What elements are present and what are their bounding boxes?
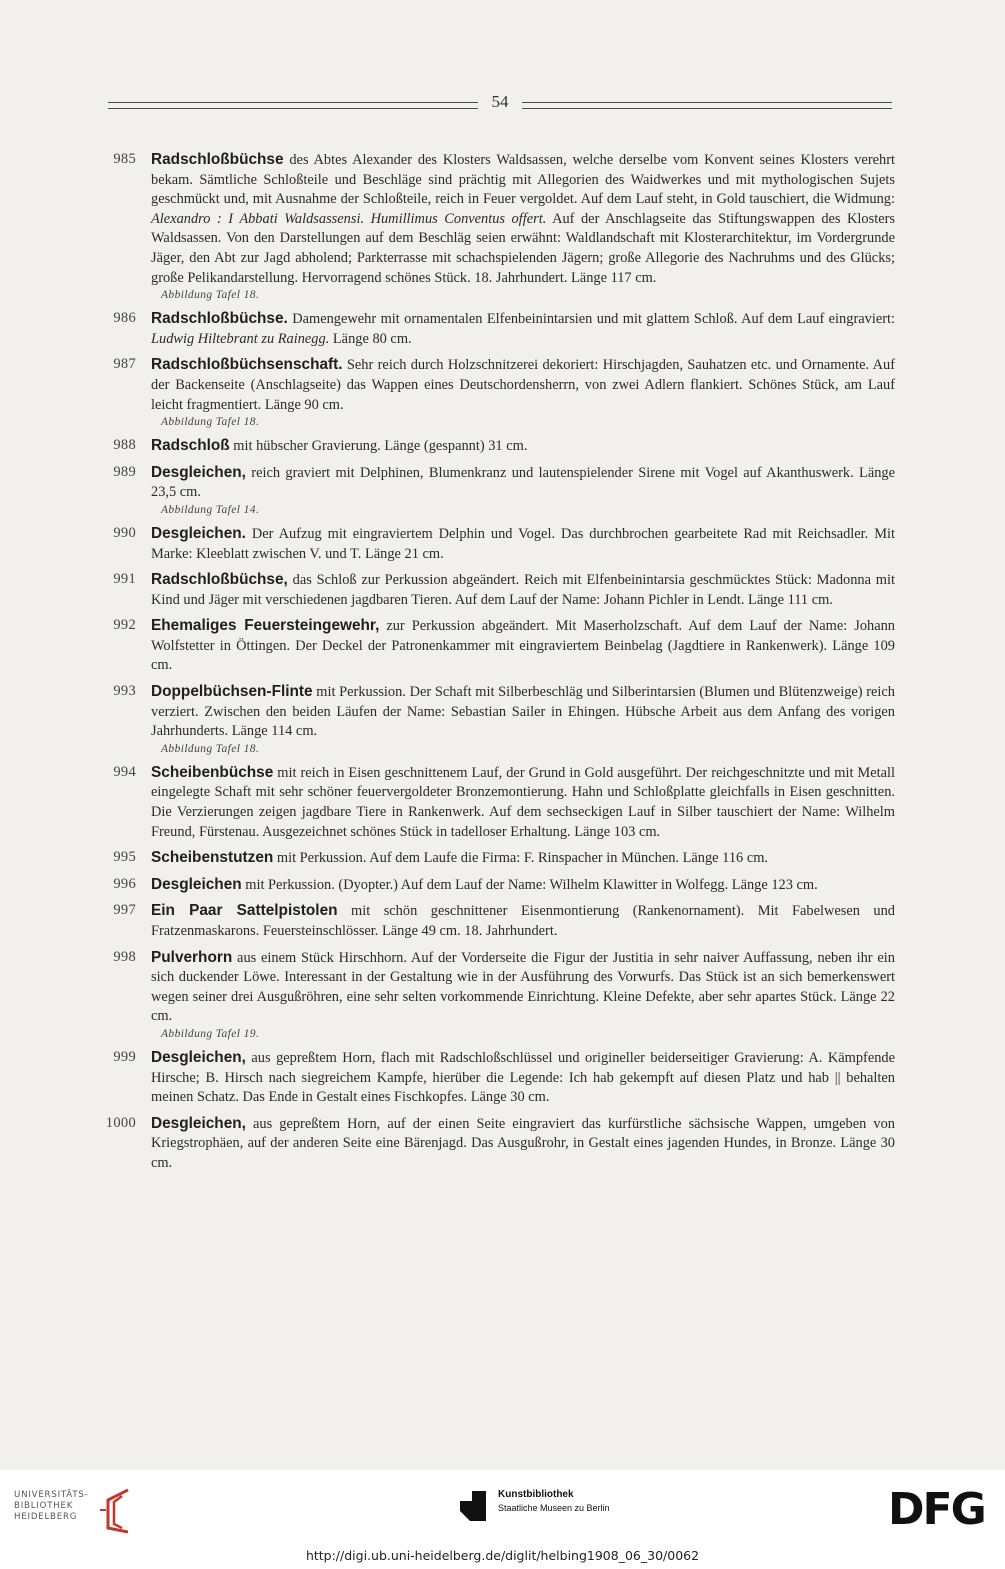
- entry-number: 985: [113, 151, 136, 167]
- catalogue-entry: [0, 436, 1005, 457]
- entry-description: aus einem Stück Hirschhorn. Auf der Vorderseite die Figur der Justitia in sehr naiver Auffassung, neben ihr ein sich duckender Löwe. Interessant in der Gestaltung wie in der Ausführung des Vorwurfs. Das Stück ist an sich bemerkenswert wegen seiner drei Ausgußröhren, eine sehr selten vorkommende Einrichtung. Kleine Defekte, aber sehr apartes Stück. Länge 22 cm.: [151, 949, 895, 1025]
- entry-title: Desgleichen: [151, 875, 242, 893]
- uni-line: HEIDELBERG: [14, 1512, 78, 1522]
- entry-number: 994: [113, 763, 136, 780]
- entry-title: Desgleichen,: [151, 1114, 246, 1132]
- entry-description: Damengewehr mit ornamentalen Elfenbeinintarsien und mit glattem Schloß. Auf dem Lauf eingraviert:: [287, 311, 895, 328]
- entry-title: Radschloß: [151, 437, 230, 455]
- entry-text: [151, 763, 895, 842]
- entry-number: 993: [113, 683, 136, 700]
- entry-text: [151, 948, 895, 1042]
- entry-title: Radschloßbüchse.: [151, 310, 288, 328]
- plate-reference: Abbildung Tafel 19.: [161, 1027, 260, 1040]
- entry-text: [151, 1048, 895, 1108]
- entry-description: mit Perkussion. (Dyopter.) Auf dem Lauf der Name: Wilhelm Klawitter in Wolfegg. Länge 123 cm.: [241, 876, 818, 893]
- catalogue-entry: [0, 524, 1005, 564]
- kunstbibliothek-logo: [460, 1487, 630, 1527]
- entry-text: [151, 463, 895, 518]
- university-library-logo: [14, 1488, 124, 1534]
- catalogue-entries: [0, 150, 1005, 1180]
- entry-text: [151, 682, 895, 757]
- plate-reference: Abbildung Tafel 18.: [161, 289, 260, 302]
- dfg-wordmark: DFG: [888, 1484, 985, 1530]
- entry-title: Radschloßbüchse,: [151, 571, 288, 589]
- catalogue-entry: [0, 901, 1005, 941]
- catalogue-entry: [0, 875, 1005, 896]
- entry-text: [151, 309, 895, 349]
- entry-title: Desgleichen.: [151, 524, 246, 542]
- kb-subtitle: Staatliche Museen zu Berlin: [498, 1503, 610, 1513]
- entry-text: [151, 570, 895, 610]
- entry-description: mit schön geschnittener Eisenmontierung (Rankenornament). Mit Fabelwesen und Fratzenmaskarons. Feuersteinschlösser. Länge 49 cm. 18. Jahrhundert.: [151, 903, 895, 939]
- plate-reference: Abbildung Tafel 18.: [161, 742, 260, 755]
- page-number: 54: [491, 92, 509, 111]
- entry-text: [151, 875, 895, 896]
- entry-text: [151, 524, 895, 564]
- catalogue-entry: [0, 150, 1005, 303]
- catalogue-entry: [0, 682, 1005, 757]
- footer: [0, 1470, 1005, 1569]
- catalogue-entry: [0, 1114, 1005, 1174]
- entry-text: [151, 901, 895, 941]
- dfg-logo: [888, 1484, 992, 1530]
- entry-title: Doppelbüchsen-Flinte: [151, 683, 313, 701]
- entry-number: 990: [113, 524, 136, 541]
- university-emblem-icon: [98, 1488, 134, 1534]
- entry-text: [151, 848, 895, 869]
- entry-description: Auf der Anschlagseite das Stiftungswappen des Klosters Waldsassen. Von den Darstellungen auf dem Beschläg seien erwähnt: Waldlandschaft mit Klosterarchitektur, im Vordergrunde Jäger, den Abt zur Jagd abholend; Parkterrasse mit schachspielenden Jägern; große Allegorie des Nachruhms und des Glücks; große Pelikandarstellung. Hervorragend schönes Stück. 18. Jahrhundert. Länge 117 cm.: [151, 210, 895, 286]
- entry-description: reich graviert mit Delphinen, Blumenkranz und lautenspielender Sirene mit Vogel auf Akanthuswerk. Länge 23,5 cm.: [151, 464, 895, 501]
- catalogue-entry: [0, 570, 1005, 610]
- entry-title: Radschloßbüchse: [151, 151, 284, 168]
- catalogue-entry: [0, 1048, 1005, 1108]
- entry-number: 986: [113, 310, 136, 327]
- header-rule-right: [522, 102, 892, 109]
- page-header: [108, 92, 892, 120]
- entry-number: 987: [113, 356, 136, 373]
- catalogue-entry: [0, 848, 1005, 869]
- entry-description: mit Perkussion. Der Schaft mit Silberbeschläg und Silberintarsien (Blumen und Blütenzweige) reich verziert. Zwischen den beiden Läufen der Name: Sebastian Sailer in Ehingen. Hübsche Arbeit aus dem Anfang des vorigen Jahrhunderts. Länge 114 cm.: [151, 684, 895, 740]
- source-url[interactable]: http://digi.ub.uni-heidelberg.de/diglit/helbing1908_06_30/0062: [305, 1548, 700, 1563]
- plate-reference: Abbildung Tafel 14.: [161, 503, 260, 516]
- entry-description: das Schloß zur Perkussion abgeändert. Reich mit Elfenbeinintarsia geschmücktes Stück: Madonna mit Kind und Jäger mit verschiedenen jagdbaren Tieren. Auf dem Lauf der Name: Johann Pichler in Lendt. Länge 111 cm.: [151, 572, 895, 608]
- entry-description: Sehr reich durch Holzschnitzerei dekoriert: Hirschjagden, Sauhatzen etc. und Ornamente. Auf der Backenseite (Anschlagseite) das Wappen eines Deutschordensherrn, von zwei Adlern flankiert. Schönes Stück, am Lauf leicht fragmentiert. Länge 90 cm.: [151, 357, 895, 413]
- entry-number: 995: [113, 849, 136, 866]
- header-rule-left: [108, 102, 478, 109]
- kunstbibliothek-emblem-icon: [460, 1491, 486, 1521]
- catalogue-entry: [0, 948, 1005, 1042]
- entry-text: [151, 616, 895, 676]
- entry-description: mit reich in Eisen geschnittenem Lauf, der Grund in Gold ausgeführt. Der reichgeschnitzte und mit Metall eingelegte Schaft mit sehr schöner feuervergoldeter Bronzemontierung. Hahn und Schloßplatte gleichfalls in Eisen geschnitten. Die Verzierungen zeigen jagdbare Tiere in Rankenwerk. Auf dem sechseckigen Lauf in Silber tauschiert der Name: Wilhelm Freund, Fürstenau. Ausgezeichnet schönes Stück in tadelloser Erhaltung. Länge 103 cm.: [151, 764, 895, 840]
- uni-line: UNIVERSITÄTS-: [14, 1490, 89, 1500]
- entry-description: aus gepreßtem Horn, auf der einen Seite eingraviert das kurfürstliche sächsische Wappen, umgeben von Kriegstrophäen, auf der anderen Seite eine Bärenjagd. Das Ausgußrohr, in Gestalt eines jagenden Hundes, in Bronze. Länge 30 cm.: [151, 1115, 895, 1171]
- entry-description: zur Perkussion abgeändert. Mit Maserholzschaft. Auf dem Lauf der Name: Johann Wolfstetter in Öttingen. Der Deckel der Patronenkammer mit eingraviertem Beinbelag (Jagdtiere in Rankenwerk). Länge 109 cm.: [151, 618, 895, 674]
- catalogue-entry: [0, 309, 1005, 349]
- entry-number: 996: [113, 875, 136, 892]
- entry-inscription: Alexandro : I Abbati Waldsassensi. Humillimus Conventus offert.: [151, 210, 547, 227]
- entry-description: Der Aufzug mit eingraviertem Delphin und Vogel. Das durchbrochen gearbeitete Rad mit Reichsadler. Mit Marke: Kleeblatt zwischen V. und T. Länge 21 cm.: [151, 525, 895, 562]
- entry-number: 989: [113, 463, 136, 480]
- entry-text: [151, 436, 895, 457]
- entry-number: 997: [113, 902, 136, 919]
- uni-line: BIBLIOTHEK: [14, 1501, 74, 1511]
- entry-number: 1000: [105, 1114, 136, 1131]
- catalogue-entry: [0, 763, 1005, 842]
- entry-text: [151, 1114, 895, 1174]
- entry-description: Länge 80 cm.: [329, 330, 412, 347]
- entry-title: Ein Paar Sattelpistolen: [151, 902, 338, 920]
- entry-description: des Abtes Alexander des Klosters Waldsassen, welche derselbe vom Konvent seines Klosters verehrt bekam. Sämtliche Schloßteile und Beschläge sind prächtig mit Allegorien des Waidwerkes und mit mythologischen Sujets geschmückt und, mit Ausnahme der Schloßteile, reich in Feuer vergoldet. Auf dem Lauf steht, in Gold tauschiert, die Widmung:: [151, 152, 895, 208]
- entry-text: [151, 150, 895, 303]
- catalogue-entry: [0, 463, 1005, 518]
- entry-description: aus gepreßtem Horn, flach mit Radschloßschlüssel und origineller beiderseitiger Gravierung: A. Kämpfende Hirsche; B. Hirsch nach siegreichem Kampfe, hierüber die Legende: Ich hab gekempft auf diesen Platz und hab || behalten meinen Schatz. Das Ende in Gestalt eines Fischkopfes. Länge 30 cm.: [151, 1049, 895, 1106]
- entry-inscription: Ludwig Hiltebrant zu Rainegg.: [151, 330, 330, 347]
- catalogue-entry: [0, 355, 1005, 430]
- entry-number: 999: [113, 1048, 136, 1065]
- entry-text: [151, 355, 895, 430]
- plate-reference: Abbildung Tafel 18.: [161, 416, 260, 429]
- entry-title: Scheibenbüchse: [151, 763, 274, 781]
- entry-number: 992: [113, 617, 136, 634]
- entry-description: mit Perkussion. Auf dem Laufe die Firma: F. Rinspacher in München. Länge 116 cm.: [273, 850, 768, 867]
- entry-number: 988: [113, 437, 136, 454]
- entry-title: Scheibenstutzen: [151, 849, 274, 867]
- entry-title: Desgleichen,: [151, 1048, 246, 1066]
- kb-title: Kunstbibliothek: [498, 1489, 574, 1500]
- entry-number: 991: [113, 571, 136, 588]
- entry-title: Desgleichen,: [151, 463, 246, 481]
- entry-title: Radschloßbüchsenschaft.: [151, 356, 343, 374]
- entry-description: mit hübscher Gravierung. Länge (gespannt) 31 cm.: [229, 438, 528, 455]
- catalogue-entry: [0, 616, 1005, 676]
- university-library-wordmark: [14, 1490, 89, 1523]
- entry-title: Ehemaliges Feuersteingewehr,: [151, 617, 380, 635]
- entry-title: Pulverhorn: [151, 948, 233, 966]
- entry-number: 998: [113, 948, 136, 965]
